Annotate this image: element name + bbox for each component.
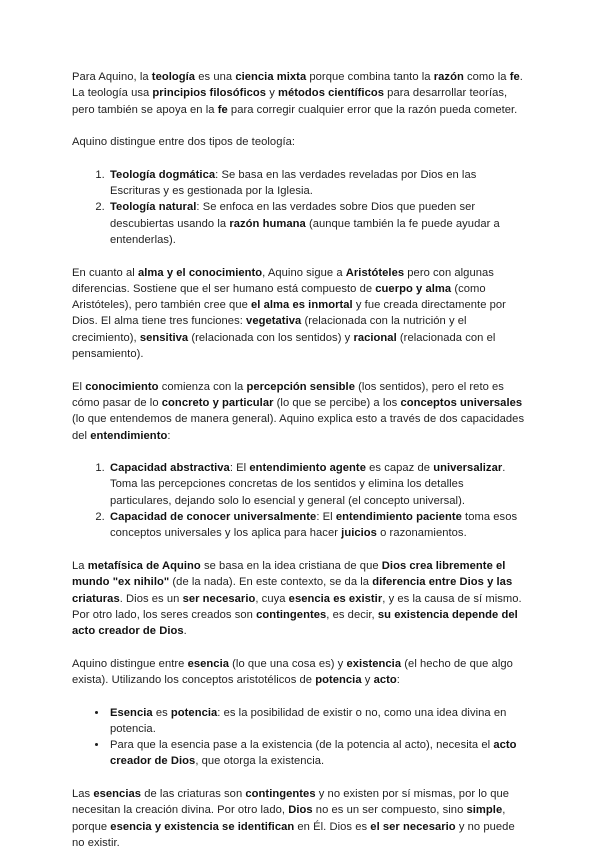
bold-text: esencia es existir: [288, 592, 383, 605]
text-run: comienza con la: [158, 380, 247, 393]
bold-text: principios filosóficos: [152, 87, 267, 100]
list-esencia-potencia: [72, 705, 528, 770]
bold-text: ciencia mixta: [235, 71, 307, 83]
bold-text: Teología natural: [110, 201, 197, 214]
text-run: es capaz de: [365, 462, 434, 475]
bold-text: razón: [433, 71, 464, 83]
text-run: (relacionada con la nutrición y el crecimiento),: [72, 315, 467, 344]
bold-text: Dios: [288, 804, 313, 817]
text-run: y fue creada directamente por Dios. El alma tiene tres funciones:: [72, 299, 506, 328]
text-run: (el hecho de que algo exista). Utilizando los conceptos aristotélicos de: [72, 657, 513, 686]
text-run: Aquino distingue entre dos tipos de teología:: [72, 136, 296, 149]
text-run: El: [72, 380, 86, 393]
text-run: Las: [72, 788, 94, 801]
text-run: (de la nada). En este contexto, se da la: [169, 576, 373, 589]
bold-text: esencia y existencia se identifican: [110, 820, 295, 833]
text-run: , que otorga la existencia.: [195, 755, 325, 768]
bold-text: simple: [466, 804, 503, 817]
text-run: (lo que una cosa es) y: [229, 657, 347, 670]
text-run: : Se basa en las verdades reveladas por Dios en las Escrituras y es gestionada por la Iglesia.: [110, 168, 477, 198]
text-run: .: [183, 625, 187, 638]
paragraph-alma-conocimiento: [72, 265, 528, 363]
bold-text: conceptos universales: [400, 396, 523, 409]
bold-text: acto: [373, 673, 397, 686]
paragraph-metafisica: [72, 558, 528, 639]
paragraph-tipos-teologia: [72, 134, 528, 150]
bold-text: conocimiento: [85, 380, 159, 393]
text-run: (lo que se percibe) a los: [273, 396, 401, 409]
bold-text: fe: [509, 71, 520, 83]
paragraph-esencias-criaturas: [72, 786, 528, 851]
text-run: no es un ser compuesto, sino: [312, 804, 467, 817]
text-run: , y es la causa de sí mismo. Por otro lado, los seres creados son: [72, 592, 522, 621]
text-run: : El: [229, 462, 250, 475]
text-run: y: [361, 673, 374, 686]
bold-text: Aristóteles: [345, 266, 405, 279]
list-item: [108, 199, 528, 248]
bold-text: acto creador de Dios: [110, 739, 517, 768]
text-run: de las criaturas son: [141, 788, 246, 801]
paragraph-conocimiento: [72, 379, 528, 444]
text-run: , cuya: [255, 592, 289, 605]
text-run: (relacionada con el pensamiento).: [72, 331, 496, 361]
bold-text: diferencia entre Dios y las criaturas: [72, 576, 513, 605]
bold-text: sensitiva: [139, 331, 189, 344]
text-run: toma esos conceptos universales y los aplica para hacer: [110, 511, 518, 540]
text-run: Aquino distingue entre: [72, 657, 188, 670]
bold-text: Teología dogmática: [110, 168, 216, 181]
text-run: es una: [195, 71, 236, 83]
text-run: y no puede no existir.: [72, 820, 515, 849]
text-run: y: [266, 87, 278, 100]
list-capacidades-entendimiento: [72, 460, 528, 541]
text-run: es: [152, 706, 171, 719]
text-run: (como Aristóteles), pero también cree que: [72, 282, 486, 312]
bold-text: contingentes: [245, 788, 316, 801]
bold-text: Capacidad abstractiva: [110, 462, 230, 475]
bold-text: razón humana: [229, 217, 306, 230]
text-run: porque combina tanto la: [306, 71, 434, 83]
bold-text: teología: [151, 71, 196, 83]
document-page: [72, 69, 528, 868]
text-run: para corregir cualquier error que la razón pueda cometer.: [227, 103, 518, 116]
text-run: en Él. Dios es: [294, 820, 371, 833]
bold-text: alma y el conocimiento: [137, 266, 263, 279]
bold-text: racional: [353, 331, 397, 344]
text-run: :: [396, 673, 400, 686]
text-run: (los sentidos), pero el reto es cómo pasar de lo: [72, 380, 504, 409]
text-run: (aunque también la fe puede ayudar a entenderlas).: [110, 217, 500, 246]
bold-text: existencia: [346, 657, 402, 670]
bold-text: potencia: [170, 706, 218, 719]
text-run: . Dios es un: [119, 592, 183, 605]
text-run: En cuanto al: [72, 266, 138, 279]
bold-text: vegetativa: [246, 315, 302, 328]
text-run: Para Aquino, la: [72, 71, 152, 83]
bold-text: metafísica de Aquino: [87, 559, 201, 572]
bold-text: entendimiento agente: [249, 462, 366, 475]
text-run: , Aquino sigue a: [262, 266, 346, 279]
text-run: (lo que entendemos de manera general). Aquino explica esto a través de dos capacidades del: [72, 413, 525, 442]
text-run: (relacionada con los sentidos) y: [188, 331, 354, 344]
bold-text: esencias: [93, 788, 142, 801]
list-item: [108, 509, 528, 542]
bold-text: el alma es inmortal: [251, 299, 353, 312]
text-run: :: [167, 429, 171, 442]
bold-text: Esencia: [110, 706, 153, 719]
text-run: o razonamientos.: [376, 527, 467, 540]
text-run: como la: [463, 71, 510, 83]
bold-text: percepción sensible: [246, 380, 355, 393]
text-run: . La teología usa: [72, 71, 523, 100]
bold-text: entendimiento paciente: [335, 511, 462, 524]
text-run: . Toma las percepciones concretas de los sentidos y elimina los detalles particulares, dejando solo lo esencial y general (el concepto universal).: [110, 462, 506, 507]
text-run: : El: [316, 511, 336, 524]
text-run: : es la posibilidad de existir o no, como una idea divina en potencia.: [110, 706, 507, 735]
list-tipos-teologia: [72, 167, 528, 248]
bold-text: Dios crea libremente el mundo "ex nihilo": [72, 559, 506, 589]
text-run: Para que la esencia pase a la existencia (de la potencia al acto), necesita el: [110, 739, 494, 752]
bold-text: juicios: [341, 527, 377, 540]
list-item: [108, 167, 528, 200]
text-run: , es decir,: [326, 608, 378, 621]
bold-text: ser necesario: [182, 592, 256, 605]
bold-text: métodos científicos: [278, 87, 385, 100]
bold-text: su existencia depende del acto creador de Dios: [72, 608, 518, 638]
paragraph-esencia-existencia: [72, 656, 528, 689]
bold-text: el ser necesario: [370, 820, 456, 833]
bold-text: universalizar: [433, 462, 503, 475]
text-run: para desarrollar teorías, pero también se apoya en la: [72, 87, 508, 116]
text-run: se basa en la idea cristiana de que: [200, 559, 382, 572]
text-run: La: [72, 559, 88, 572]
list-item: [108, 460, 528, 509]
bold-text: cuerpo y alma: [375, 282, 452, 295]
bold-text: Capacidad de conocer universalmente: [110, 511, 317, 524]
text-run: , porque: [72, 804, 506, 833]
list-item: [108, 737, 528, 770]
text-run: y no existen por sí mismas, por lo que necesitan la creación divina. Por otro lado,: [72, 788, 510, 817]
bold-text: esencia: [187, 657, 229, 670]
bold-text: entendimiento: [90, 429, 168, 442]
bold-text: potencia: [315, 673, 362, 686]
list-item: [108, 705, 528, 738]
bold-text: fe: [217, 103, 228, 116]
bold-text: concreto y particular: [161, 396, 274, 409]
text-run: pero con algunas diferencias. Sostiene que el ser humano está compuesto de: [72, 266, 494, 295]
text-run: : Se enfoca en las verdades sobre Dios que pueden ser descubiertas usando la: [110, 201, 476, 230]
bold-text: contingentes: [256, 608, 327, 621]
paragraph-teologia: [72, 69, 528, 118]
